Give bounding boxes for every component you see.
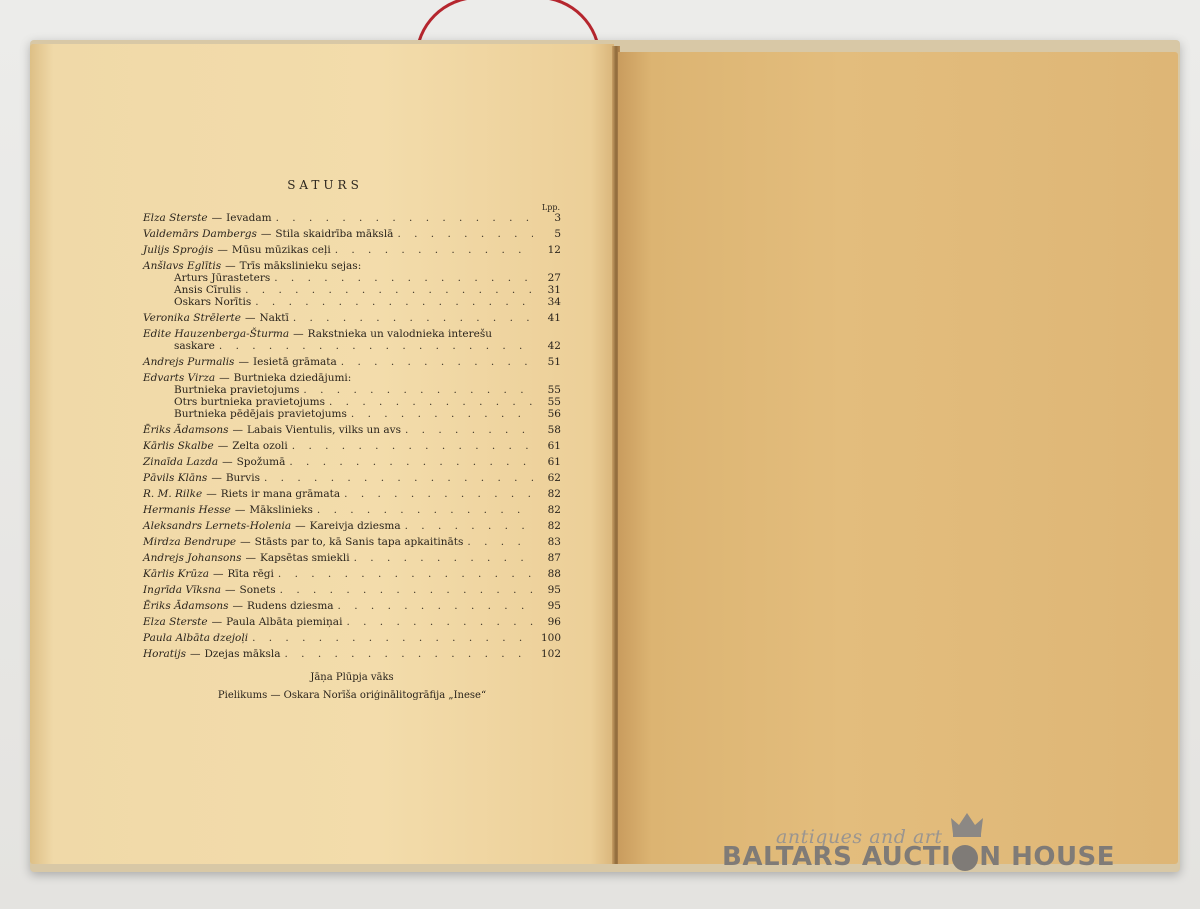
toc-work-title: Dzejas māksla (204, 648, 281, 660)
toc-leader-dots (344, 488, 533, 500)
toc-page-number: 34 (547, 296, 561, 308)
toc-page-number: 3 (554, 212, 561, 224)
toc-entry (143, 312, 561, 324)
toc-dash: — (245, 552, 256, 564)
toc-page-number: 88 (547, 568, 561, 580)
cover-credit: Jāņa Plūpja vāks (310, 672, 394, 683)
toc-author: R. M. Rilke (143, 488, 203, 500)
toc-work-title: Burtnieka pravietojums (174, 384, 300, 396)
toc-leader-dots (284, 648, 533, 660)
toc-page-number: 31 (547, 284, 561, 296)
toc-page-number: 55 (547, 396, 561, 408)
toc-dash: — (222, 456, 233, 468)
toc-work-title: Otrs burtnieka pravietojums (174, 396, 325, 408)
toc-leader-dots (280, 584, 533, 596)
toc-author: Edite Hauzenberga-Šturma (143, 328, 290, 340)
toc-dash: — (225, 584, 236, 596)
toc-entry (143, 212, 561, 224)
toc-work-title: Burtnieka dziedājumi: (233, 372, 352, 384)
toc-work-title: Mākslinieks (249, 504, 313, 516)
toc-entry (143, 488, 561, 500)
toc-entry (143, 384, 561, 396)
toc-page-number: 61 (547, 456, 561, 468)
toc-work-title: Ansis Cīrulis (174, 284, 242, 296)
supplement-credit: Pielikums — Oskara Norīša oriģinālitogrāfija „Inese“ (217, 690, 487, 701)
toc-page-number: 5 (554, 228, 561, 240)
toc-entry (143, 328, 561, 340)
toc-page-number: 102 (540, 648, 561, 660)
toc-dash: — (234, 504, 246, 516)
toc-author: Aleksandrs Lernets-Holenia (143, 520, 292, 532)
toc-author: Paula Albāta dzejoļi (143, 632, 249, 644)
toc-dash: — (240, 536, 251, 548)
toc-work-title: Kareivja dziesma (309, 520, 401, 532)
toc-entry (143, 600, 561, 612)
toc-author: Kārlis Skalbe (143, 440, 214, 452)
toc-entry (143, 584, 561, 596)
toc-entry (143, 228, 561, 240)
toc-work-title: saskare (174, 340, 215, 352)
watermark-brand-part1: BALTARS AUCTI (722, 842, 952, 872)
page-column-label: Lpp. (541, 203, 560, 212)
toc-leader-dots (346, 616, 533, 628)
toc-leader-dots (354, 552, 533, 564)
toc-page-number: 82 (547, 520, 561, 532)
toc-leader-dots (335, 244, 533, 256)
toc-page-number: 56 (547, 408, 561, 420)
toc-author: Anšlavs Eglītis (143, 260, 222, 272)
toc-leader-dots (274, 272, 533, 284)
toc-author: Valdemārs Dambergs (143, 228, 257, 240)
watermark-brand (722, 842, 1115, 872)
toc-work-title: Riets ir mana grāmata (220, 488, 341, 500)
toc-entry (143, 372, 561, 384)
toc-entry (143, 632, 561, 644)
toc-entry (143, 340, 561, 352)
toc-dash: — (211, 472, 222, 484)
toc-work-title: Paula Albāta piemiņai (226, 616, 343, 628)
toc-leader-dots (317, 504, 533, 516)
toc-leader-dots (303, 384, 533, 396)
toc-work-title: Stila skaidrība mākslā (275, 228, 394, 240)
toc-entry (143, 616, 561, 628)
toc-page-number: 96 (547, 616, 561, 628)
toc-page-number: 51 (547, 356, 561, 368)
toc-entry (143, 408, 561, 420)
toc-page-number: 62 (547, 472, 561, 484)
toc-entry (143, 260, 561, 272)
toc-work-title: Arturs Jūrasteters (174, 272, 271, 284)
crown-icon (950, 812, 984, 838)
toc-page-number: 12 (547, 244, 561, 256)
toc-leader-dots (289, 456, 533, 468)
toc-leader-dots (278, 568, 533, 580)
toc-entry (143, 504, 561, 516)
toc-leader-dots (405, 424, 533, 436)
toc-dash: — (217, 244, 228, 256)
toc-dash: — (225, 260, 236, 272)
toc-author: Zinaīda Lazda (143, 456, 219, 468)
toc-author: Hermanis Hesse (143, 504, 231, 516)
toc-author: Kārlis Krūza (143, 568, 209, 580)
toc-dash: — (212, 568, 224, 580)
toc-page-number: 41 (547, 312, 561, 324)
toc-entry (143, 296, 561, 308)
toc-leader-dots (245, 284, 533, 296)
toc-work-title: Ievadam (226, 212, 272, 224)
toc-entry (143, 424, 561, 436)
toc-dash: — (244, 312, 256, 324)
watermark-tagline: antiques and art (776, 826, 943, 848)
toc-entry (143, 472, 561, 484)
toc-dash: — (295, 520, 306, 532)
toc-entry (143, 648, 561, 660)
toc-work-title: Spožumā (236, 456, 286, 468)
toc-entry (143, 440, 561, 452)
toc-author: Ēriks Ādamsons (143, 600, 229, 612)
toc-work-title: Burvis (225, 472, 260, 484)
toc-leader-dots (351, 408, 533, 420)
toc-page-number: 61 (547, 440, 561, 452)
toc-work-title: Oskars Norītis (174, 296, 252, 308)
toc-author: Andrejs Purmalis (143, 356, 235, 368)
toc-author: Elza Sterste (143, 212, 208, 224)
toc-leader-dots (467, 536, 533, 548)
toc-dash: — (211, 212, 223, 224)
toc-leader-dots (397, 228, 533, 240)
toc-entry (143, 552, 561, 564)
toc-work-title: Iesietā grāmata (252, 356, 337, 368)
toc-work-title: Stāsts par to, kā Sanis tapa apkaitināts (254, 536, 464, 548)
toc-entry (143, 536, 561, 548)
toc-author: Ēriks Ādamsons (143, 424, 229, 436)
toc-dash: — (238, 356, 249, 368)
toc-work-title: Trīs mākslinieku sejas: (239, 260, 362, 272)
toc-leader-dots (252, 632, 533, 644)
toc-work-title: Mūsu mūzikas ceļi (231, 244, 331, 256)
toc-leader-dots (292, 440, 533, 452)
toc-author: Edvarts Virza (143, 372, 216, 384)
toc-leader-dots (405, 520, 533, 532)
toc-title: SATURS (287, 178, 363, 192)
toc-author: Pāvils Klāns (143, 472, 208, 484)
right-page (618, 52, 1178, 864)
toc-dash: — (293, 328, 304, 340)
toc-dash: — (206, 488, 217, 500)
toc-leader-dots (264, 472, 533, 484)
toc-work-title: Sonets (239, 584, 276, 596)
toc-leader-dots (293, 312, 533, 324)
toc-page-number: 82 (547, 504, 561, 516)
toc-entry (143, 396, 561, 408)
toc-work-title: Naktī (259, 312, 289, 324)
toc-page-number: 27 (547, 272, 561, 284)
toc-entry (143, 284, 561, 296)
toc-entry (143, 356, 561, 368)
toc-work-title: Rudens dziesma (247, 600, 334, 612)
toc-entry (143, 568, 561, 580)
toc-dash: — (189, 648, 201, 660)
toc-author: Veronika Strēlerte (143, 312, 241, 324)
toc-work-title: Labais Vientulis, vilks un avs (247, 424, 401, 436)
toc-dash: — (219, 372, 230, 384)
toc-leader-dots (255, 296, 533, 308)
toc-author: Julijs Sproģis (143, 244, 214, 256)
toc-author: Elza Sterste (143, 616, 208, 628)
watermark-o-circle (952, 845, 978, 871)
toc-dash: — (211, 616, 223, 628)
toc-page-number: 55 (547, 384, 561, 396)
table-of-contents (143, 212, 561, 660)
toc-work-title: Kapsētas smiekli (259, 552, 350, 564)
toc-leader-dots (329, 396, 533, 408)
toc-author: Andrejs Johansons (143, 552, 242, 564)
toc-leader-dots (276, 212, 533, 224)
toc-work-title: Zelta ozoli (232, 440, 288, 452)
toc-dash: — (260, 228, 272, 240)
watermark-brand-part2: N HOUSE (979, 842, 1116, 872)
toc-work-title: Rakstnieka un valodnieka interešu (307, 328, 492, 340)
toc-dash: — (232, 424, 244, 436)
toc-work-title: Rīta rēgi (227, 568, 274, 580)
toc-page-number: 95 (547, 584, 561, 596)
toc-page-number: 95 (547, 600, 561, 612)
toc-leader-dots (341, 356, 533, 368)
toc-author: Ingrīda Vīksna (143, 584, 222, 596)
toc-entry (143, 520, 561, 532)
toc-page-number: 82 (547, 488, 561, 500)
toc-leader-dots (338, 600, 533, 612)
toc-page-number: 87 (547, 552, 561, 564)
toc-author: Mirdza Bendrupe (143, 536, 237, 548)
toc-page-number: 58 (547, 424, 561, 436)
toc-author: Horatijs (143, 648, 186, 660)
toc-page-number: 42 (547, 340, 561, 352)
toc-entry (143, 244, 561, 256)
toc-page-number: 83 (547, 536, 561, 548)
toc-dash: — (217, 440, 229, 452)
toc-work-title: Burtnieka pēdējais pravietojums (174, 408, 347, 420)
toc-entry (143, 456, 561, 468)
toc-dash: — (232, 600, 244, 612)
toc-page-number: 100 (540, 632, 561, 644)
toc-entry (143, 272, 561, 284)
toc-leader-dots (219, 340, 533, 352)
